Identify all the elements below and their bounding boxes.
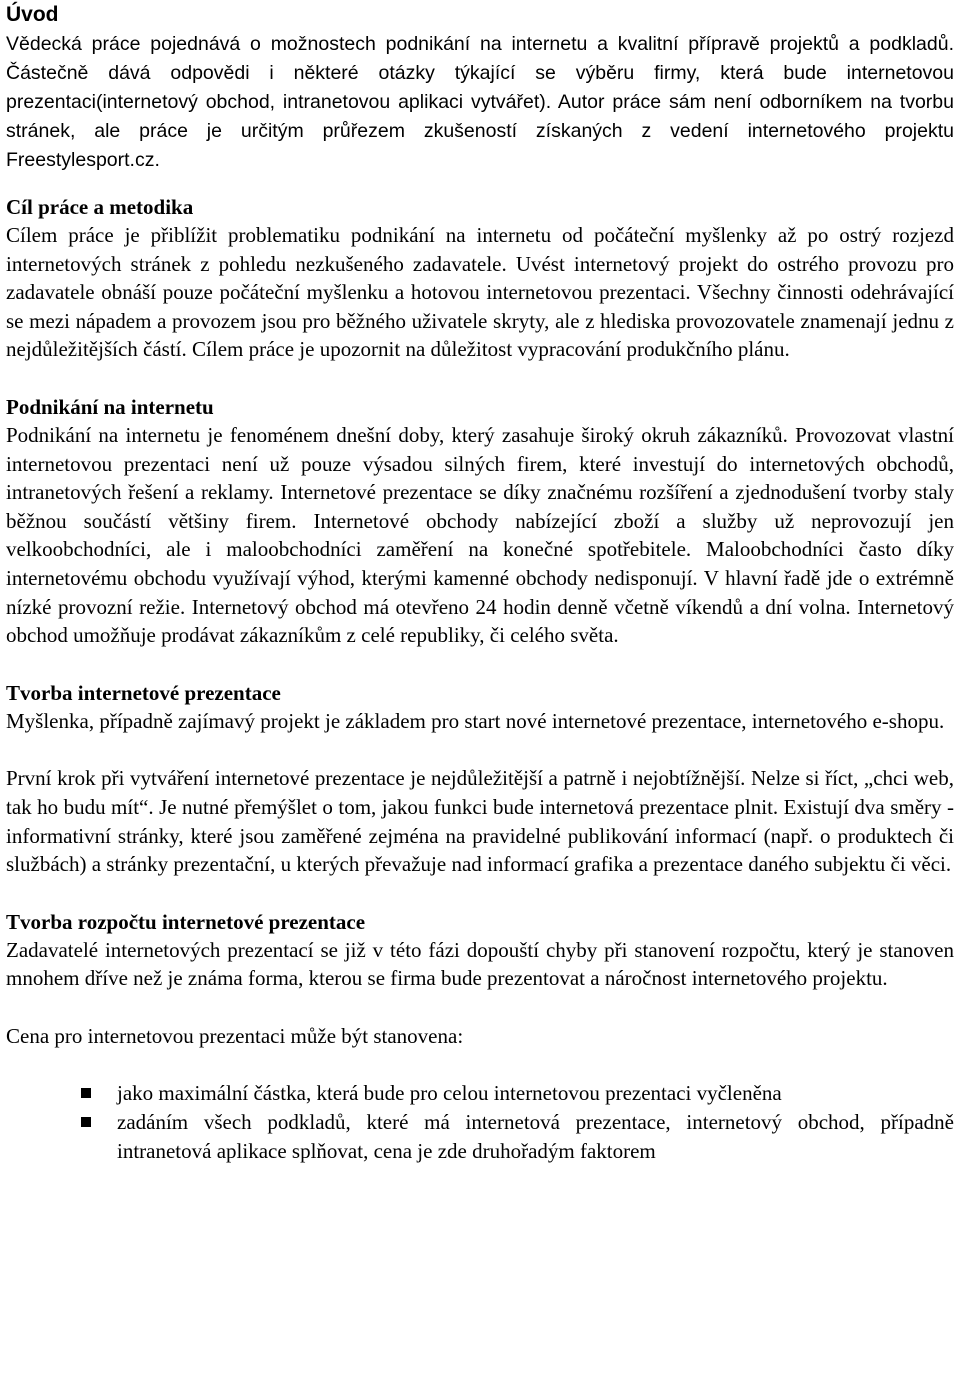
paragraph-rozpocet-1: Zadavatelé internetových prezentací se již v této fázi dopouští chyby při stanovení rozpočtu, který je stanoven mnohem dříve než je známa forma, kterou se firma bude prezentovat a náročnost internetového projektu. (6, 937, 954, 991)
square-bullet-icon (81, 1117, 91, 1127)
list-item-text: zadáním všech podkladů, které má internetová prezentace, internetový obchod, případně intranetová aplikace splňovat, cena je zde druhořadým faktorem (117, 1110, 954, 1163)
paragraph-uvod: Vědecká práce pojednává o možnostech podnikání na internetu a kvalitní přípravě projektů a podkladů. Částečně dává odpovědi i některé otázky týkající se výběru firmy, která bude internetovou prezentaci(internetový obchod, intranetovou aplikaci vytvářet). Autor práce sám není odborníkem na tvorbu stránek, ale práce je určitým průřezem zkušeností získaných z vedení internetového projektu Freestylesport.cz. (6, 33, 954, 171)
paragraph-podnikani: Podnikání na internetu je fenoménem dnešní doby, který zasahuje široký okruh zákazníků. Provozovat vlastní internetovou prezentaci není už pouze výsadou silných firem, které investují do internetových obchodů, intranetových řešení a reklamy. Internetové prezentace se díky značnému rozšíření a zjednodušení tvorby staly běžnou součástí většiny firem. Internetové obchody nabízející zboží a služby už neprovozují jen velkoobchodníci, ale i maloobchodníci zaměření na konečné spotřebitele. Maloobchodníci často díky internetovému obchodu využívají výhod, kterými kamenné obchody nedisponují. V hlavní řadě jde o extrémně nízké provozní režie. Internetový obchod má otevřeno 24 hodin denně včetně víkendů a dní volna. Internetový obchod umožňuje prodávat zákazníkům z celé republiky, či celého světa. (6, 422, 954, 648)
spacer (6, 879, 954, 908)
heading-uvod: Úvod (6, 3, 59, 26)
spacer (6, 650, 954, 679)
spacer (6, 175, 954, 193)
spacer (6, 993, 954, 1022)
square-bullet-icon (81, 1088, 91, 1098)
heading-tvorba-prezentace: Tvorba internetové prezentace (6, 680, 281, 705)
list-item (6, 1108, 954, 1165)
paragraph-cil-prace: Cílem práce je přiblížit problematiku podnikání na internetu od počáteční myšlenky až po ostrý rozjezd internetových stránek z pohledu nezkušeného zadavatele. Uvést internetový projekt do ostrého provozu pro zadavatele obnáší pouze počáteční myšlenku a hotovou internetovou prezentaci. Všechny činnosti odehrávající se mezi nápadem a provozem jsou pro běžného uživatele skryty, ale z hlediska provozovatele znamenají jednu z nejdůležitějších částí. Cílem práce je upozornit na důležitost vypracování produkčního plánu. (6, 223, 954, 362)
paragraph-tvorba-2: První krok při vytváření internetové prezentace je nejdůležitější a patrně i nejobtížnější. Nelze si říct, „chci web, tak ho budu mít“. Je nutné přemýšlet o tom, jakou funkci bude internetová prezentace plnit. Existují dva směry - informativní stránky, které jsou zaměřené zejména na pravidelné publikování informací (např. o produktech či službách) a stránky prezentační, u kterých převažuje nad informací grafika a prezentace daného subjektu či věci. (6, 766, 954, 877)
heading-cil-prace: Cíl práce a metodika (6, 195, 194, 219)
heading-podnikani: Podnikání na internetu (6, 394, 214, 419)
paragraph-tvorba-1: Myšlenka, případně zajímavý projekt je základem pro start nové internetové prezentace, internetového e-shopu. (6, 708, 945, 733)
list-item (6, 1079, 954, 1108)
spacer (6, 364, 954, 393)
paragraph-rozpocet-2: Cena pro internetovou prezentaci může být stanovena: (6, 1023, 464, 1048)
bullet-list (6, 1079, 954, 1165)
spacer (6, 1050, 954, 1079)
spacer (6, 735, 954, 764)
heading-tvorba-rozpoctu: Tvorba rozpočtu internetové prezentace (6, 909, 366, 934)
list-item-text: jako maximální částka, která bude pro celou internetovou prezentaci vyčleněna (117, 1081, 782, 1106)
